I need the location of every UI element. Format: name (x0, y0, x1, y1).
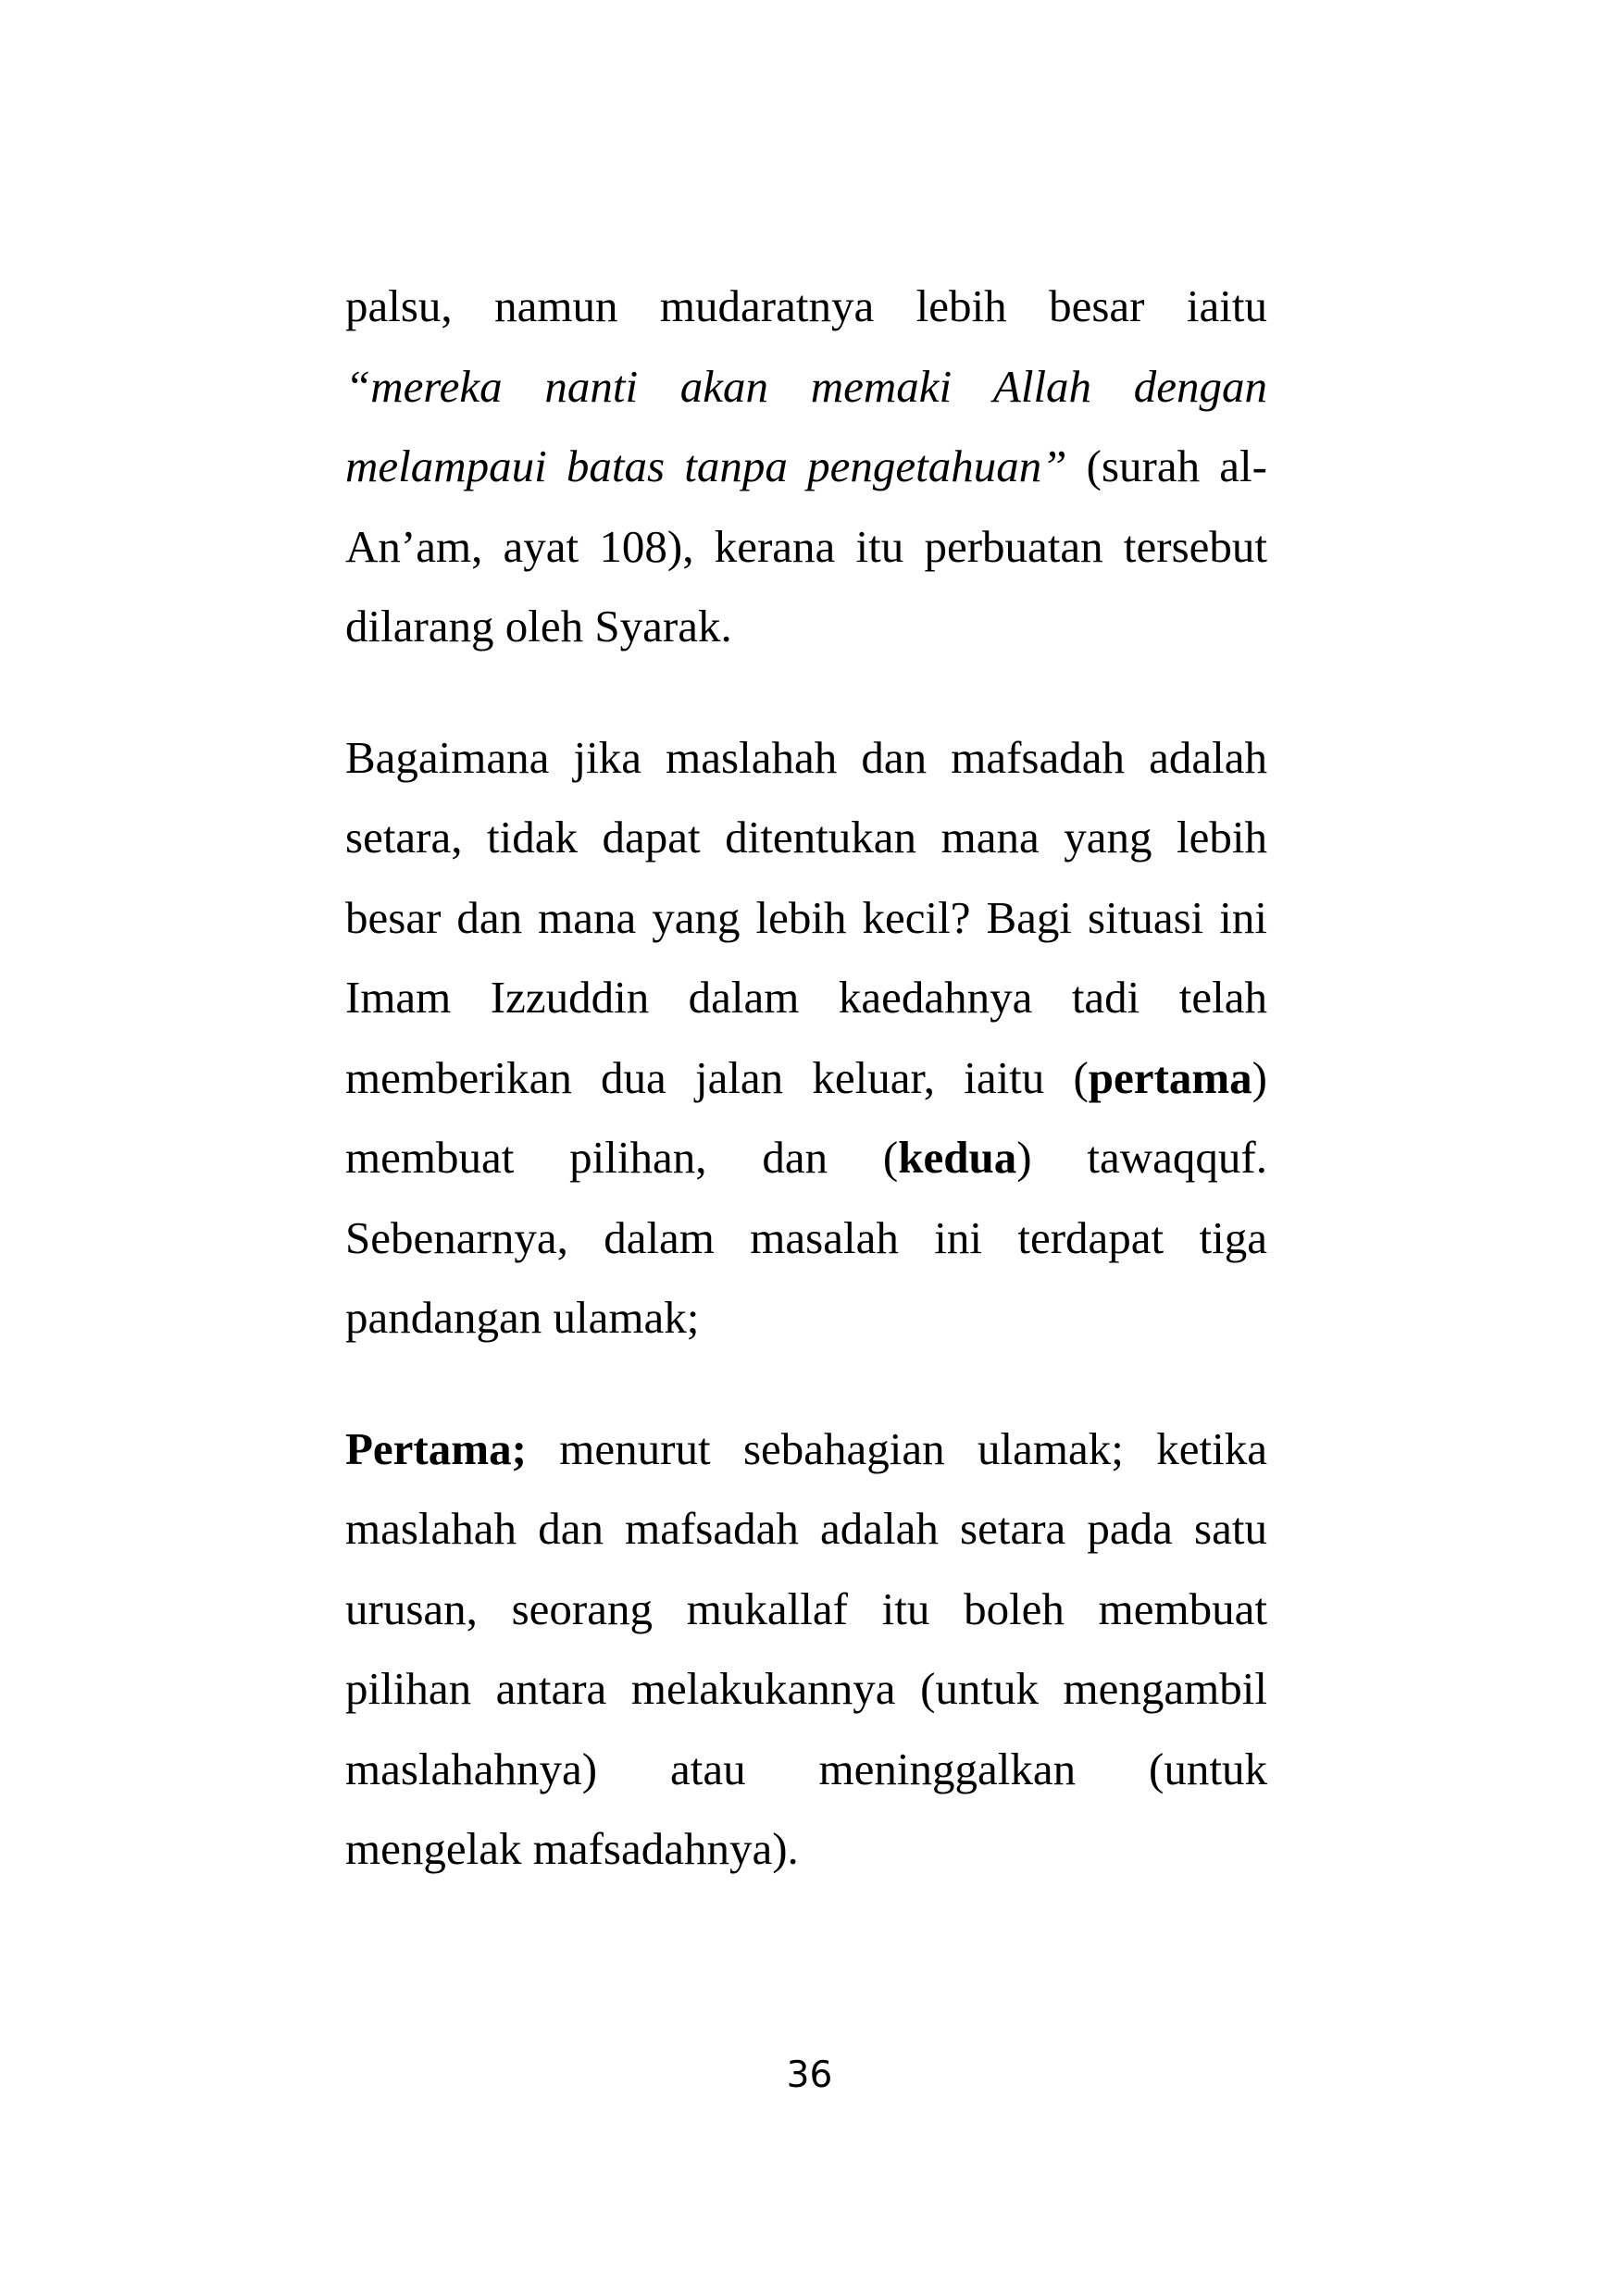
paragraph-3-text-1: menurut sebahagian ulamak; ketika maslahah dan mafsadah adalah setara pada satu urusan, seorang mukallaf itu boleh membuat pilihan antara melakukannya (untuk mengambil maslahahnya) atau meninggalkan (untuk mengelak mafsadahnya). (345, 1422, 1267, 1874)
term-pertama: pertama (1088, 1051, 1252, 1103)
paragraph-2-text-1: Bagaimana jika maslahah dan mafsadah adalah setara, tidak dapat ditentukan mana yang lebih besar dan mana yang lebih kecil? Bagi situasi ini Imam Izzuddin dalam kaedahnya tadi telah memberikan dua jalan keluar, iaitu ( (345, 731, 1267, 1103)
paragraph-2-text-3: ) tawaqquf. Sebenarnya, dalam masalah ini terdapat tiga pandangan ulamak; (345, 1132, 1267, 1343)
body-text (345, 267, 1267, 1890)
paragraph-2 (345, 718, 1267, 1359)
term-kedua: kedua (898, 1132, 1017, 1183)
paragraph-2-text-2: ) membuat pilihan, dan ( (345, 1051, 1267, 1183)
paragraph-1-text-1: palsu, namun mudaratnya lebih besar iaitu (345, 280, 1267, 331)
quran-quote: “mereka nanti akan memaki Allah dengan melampaui batas tanpa pengetahuan” (345, 360, 1267, 491)
paragraph-1 (345, 267, 1267, 667)
paragraph-3 (345, 1409, 1267, 1890)
heading-pertama: Pertama; (345, 1422, 527, 1474)
paragraph-1-text-2: (surah al-An’am, ayat 108), kerana itu perbuatan tersebut dilarang oleh Syarak. (345, 441, 1267, 652)
page-number: 36 (786, 2054, 833, 2096)
